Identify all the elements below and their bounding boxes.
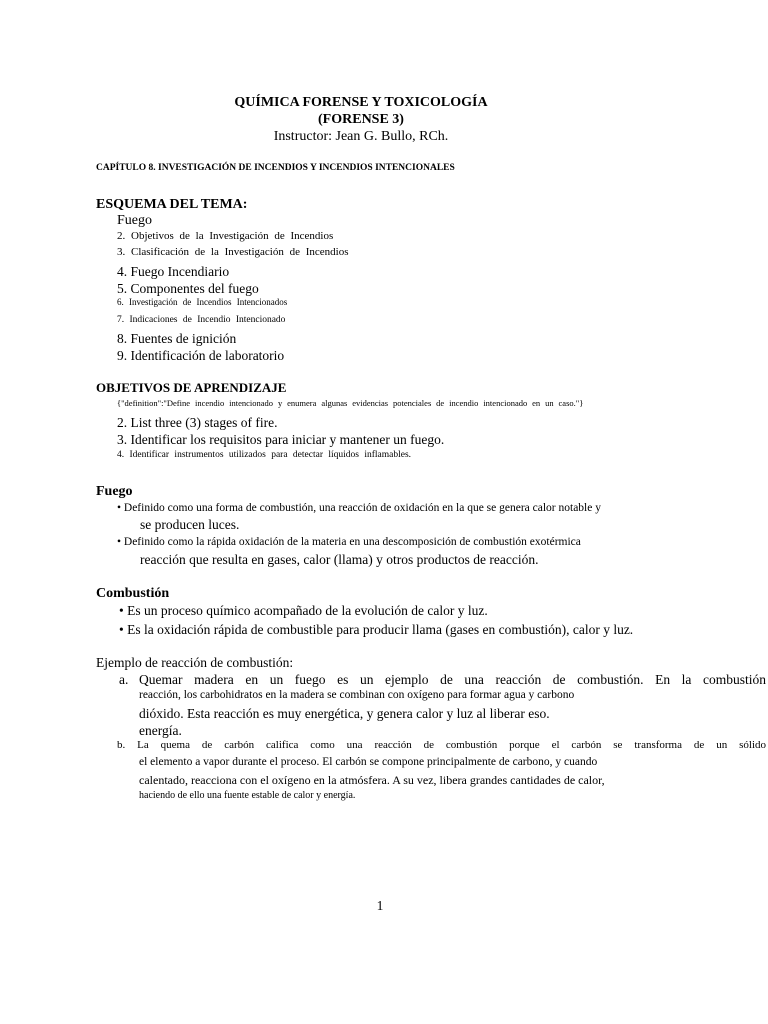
- document-title: QUÍMICA FORENSE Y TOXICOLOGÍA: [234, 95, 488, 110]
- objectives-heading: OBJETIVOS DE APRENDIZAJE: [96, 380, 287, 395]
- chapter-heading: CAPÍTULO 8. INVESTIGACIÓN DE INCENDIOS Y INCENDIOS INTENCIONALES: [96, 163, 455, 173]
- outline-item: Fuego: [117, 213, 152, 228]
- example-a-line: Quemar madera en un fuego es un ejemplo de una reacción de combustión. En la combustión: [139, 672, 766, 687]
- example-b-line: b. La quema de carbón califica como una reacción de combustión porque el carbón se transforma de un sólido: [117, 739, 766, 751]
- outline-item: 5. Componentes del fuego: [117, 281, 259, 296]
- example-a-marker: a.: [119, 672, 129, 687]
- page-number: 1: [376, 898, 384, 913]
- objective-item: 2. List three (3) stages of fire.: [117, 415, 278, 430]
- outline-item: 4. Fuego Incendiario: [117, 264, 230, 279]
- outline-item: 3. Clasificación de la Investigación de Incendios: [117, 246, 349, 258]
- outline-item: 9. Identificación de laboratorio: [117, 348, 285, 363]
- objective-item: {"definition":"Define incendio intencionado y enumera algunas evidencias potenciales de incendio intencionado en un caso."}: [117, 398, 584, 408]
- example-a-line: energía.: [139, 723, 182, 738]
- fuego-bullet: • Definido como una forma de combustión, una reacción de oxidación en la que se genera calor notable y: [117, 502, 601, 514]
- fuego-heading: Fuego: [96, 484, 133, 499]
- objective-item: 3. Identificar los requisitos para iniciar y mantener un fuego.: [117, 432, 445, 447]
- instructor-line: Instructor: Jean G. Bullo, RCh.: [273, 129, 449, 144]
- outline-item: 2. Objetivos de la Investigación de Incendios: [117, 230, 334, 242]
- outline-item: 8. Fuentes de ignición: [117, 331, 237, 346]
- combustion-bullet: • Es un proceso químico acompañado de la evolución de calor y luz.: [119, 603, 488, 618]
- course-code: (FORENSE 3): [318, 112, 404, 127]
- fuego-bullet-continuation: reacción que resulta en gases, calor (llama) y otros productos de reacción.: [140, 552, 539, 567]
- example-a-line: dióxido. Esta reacción es muy energética, y genera calor y luz al liberar eso.: [139, 706, 550, 721]
- example-b-line: haciendo de ello una fuente estable de calor y energía.: [139, 790, 356, 801]
- example-b-line: calentado, reacciona con el oxígeno en la atmósfera. A su vez, libera grandes cantidades de calor,: [139, 773, 605, 787]
- outline-heading: ESQUEMA DEL TEMA:: [96, 197, 248, 212]
- example-a-line: reacción, los carbohidratos en la madera se combinan con oxígeno para formar agua y carbono: [139, 689, 575, 701]
- example-b-line: el elemento a vapor durante el proceso. El carbón se compone principalmente de carbono, y cuando: [139, 756, 598, 768]
- combustion-heading: Combustión: [96, 586, 170, 601]
- combustion-bullet: • Es la oxidación rápida de combustible para producir llama (gases en combustión), calor y luz.: [119, 622, 634, 637]
- outline-item: 6. Investigación de Incendios Intencionados: [117, 297, 288, 307]
- fuego-bullet: • Definido como la rápida oxidación de la materia en una descomposición de combustión exotérmica: [117, 536, 581, 548]
- objective-item: 4. Identificar instrumentos utilizados para detectar líquidos inflamables.: [117, 450, 412, 460]
- example-heading: Ejemplo de reacción de combustión:: [96, 655, 294, 670]
- fuego-bullet-continuation: se producen luces.: [140, 517, 240, 532]
- outline-item: 7. Indicaciones de Incendio Intencionado: [117, 315, 286, 325]
